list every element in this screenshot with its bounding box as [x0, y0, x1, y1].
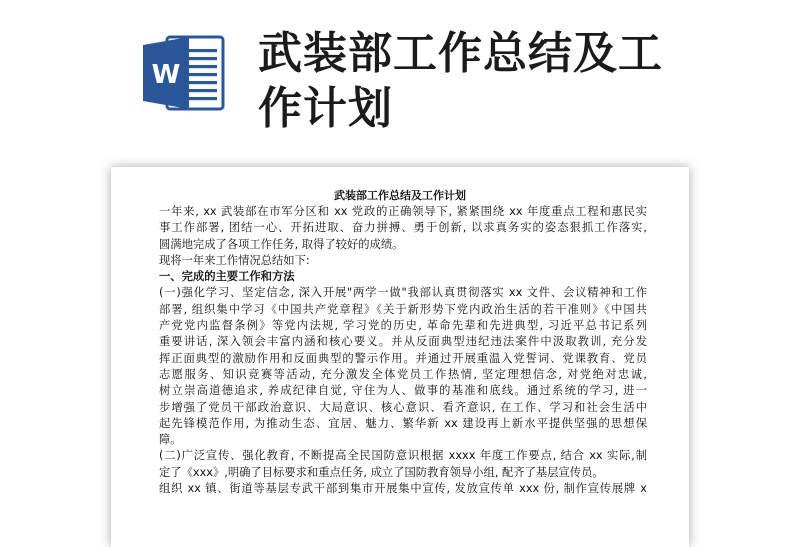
- page-headline: [258, 26, 778, 136]
- document-page: [111, 167, 689, 547]
- headline-line-1: 武装部工作总结及工: [258, 28, 663, 79]
- document-line: 部署, 组织集中学习《中国共产党章程》《关于新形势下党内政治生活的若干准则》《中国共: [159, 302, 647, 316]
- document-line: 现将一年来工作情况总结如下:: [159, 253, 310, 267]
- headline-line-2: 作计划: [258, 83, 393, 134]
- document-line: 产党党内监督条例》等党内法规, 学习党的历史, 革命先辈和先进典型, 习近平总书记系列: [159, 319, 647, 333]
- document-line: (一)强化学习、坚定信念, 深入开展"两学一做"我部认真贯彻落实 xx 文件、会议精神和工作: [159, 286, 647, 300]
- document-line: 树立崇高道德追求, 养成纪律自觉, 守住为人、做事的基准和底线。通过系统的学习, 进一: [159, 384, 647, 398]
- document-line: 组织 xx 镇、街道等基层专武干部到集市开展集中宣传, 发放宣传单 xxx 份, 制作宣传展牌 x: [159, 482, 647, 496]
- document-line: 挥正面典型的激励作用和反面典型的警示作用。并通过开展重温入党誓词、党课教育、党员: [159, 351, 647, 365]
- document-line: 一、完成的主要工作和方法: [159, 270, 295, 284]
- word-icon-letter: W: [151, 60, 181, 90]
- document-body: [159, 204, 647, 497]
- document-line: 步增强了党员干部政治意识、大局意识、核心意识、看齐意识, 在工作、学习和社会生活中: [159, 400, 647, 414]
- word-document-icon: [143, 31, 227, 115]
- document-line: 圆满地完成了各项工作任务, 取得了较好的成绩。: [159, 237, 404, 251]
- document-title: 武装部工作总结及工作计划: [334, 189, 466, 202]
- document-line: 志愿服务、知识竞赛等活动, 充分激发全体党员工作热情, 坚定理想信念, 对党绝对忠诚,: [159, 367, 647, 381]
- document-line: 定了《xxx》,明确了目标要求和重点任务, 成立了国防教育领导小组, 配齐了基层宣传员。: [159, 465, 604, 479]
- document-line: 一年来, xx 武装部在市军分区和 xx 党政的正确领导下, 紧紧围绕 xx 年度重点工程和惠民实: [159, 205, 647, 218]
- document-line: (二)广泛宣传、强化教育, 不断提高全民国防意识根据 xxxx 年度工作要点, 结合 xx 实际,制: [159, 449, 647, 463]
- document-line: 事工作部署, 团结一心、开拓进取、奋力拼搏、勇于创新, 以求真务实的姿态狠抓工作落实,: [159, 221, 647, 235]
- header: [0, 0, 800, 165]
- document-line: 重要讲话, 深入领会丰富内涵和核心要义。并从反面典型违纪违法案件中汲取教训, 充分发: [159, 335, 647, 349]
- document-line: 起先锋模范作用, 为推动生态、宜居、魅力、繁华新 xx 建设再上新水平提供坚强的思想保: [159, 416, 647, 430]
- document-line: 障。: [159, 433, 182, 447]
